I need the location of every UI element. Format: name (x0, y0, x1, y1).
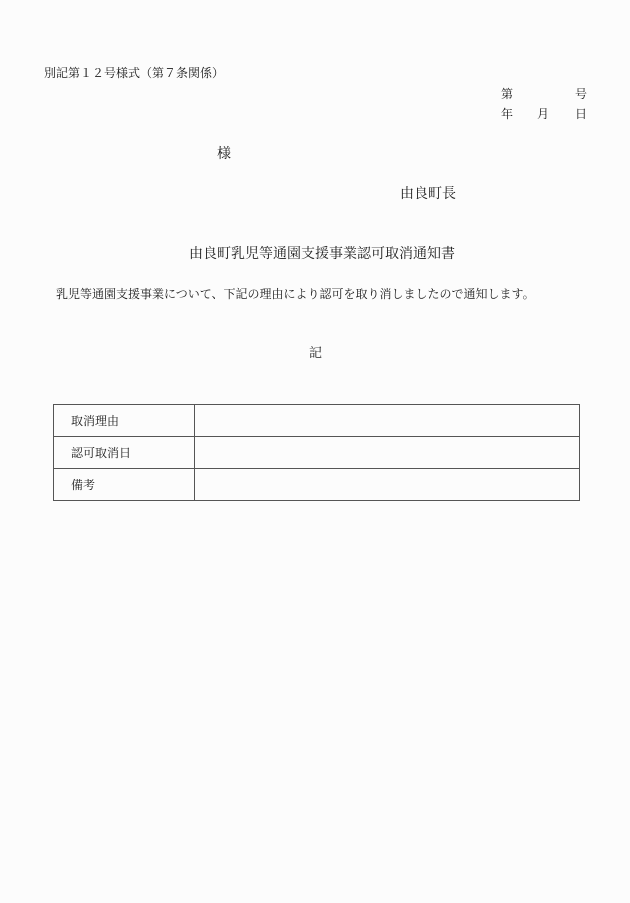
date-year-label: 年 (501, 107, 514, 121)
sender-name: 由良町長 (400, 186, 456, 202)
row-value-cancellation-reason[interactable] (195, 405, 580, 437)
table-row (54, 469, 580, 501)
document-number-prefix: 第 (501, 87, 514, 101)
row-value-cancellation-date[interactable] (195, 437, 580, 469)
date-month-label: 月 (537, 107, 550, 121)
row-value-remarks[interactable] (195, 469, 580, 501)
table-row (54, 405, 580, 437)
ki-heading: 記 (309, 346, 323, 361)
table-row (54, 437, 580, 469)
form-identifier: 別記第１２号様式（第７条関係） (44, 66, 225, 80)
row-label-remarks: 備考 (54, 469, 195, 501)
row-label-cancellation-reason: 取消理由 (54, 405, 195, 437)
document-title: 由良町乳児等通園支援事業認可取消通知書 (189, 246, 455, 262)
recipient-honorific: 様 (217, 146, 231, 162)
document-number-suffix: 号 (574, 87, 587, 101)
date-day-label: 日 (574, 107, 587, 121)
document-number-line (501, 88, 587, 102)
body-text: 乳児等通園支援事業について、下記の理由により認可を取り消しましたので通知します。 (56, 287, 535, 301)
details-table (53, 404, 580, 501)
date-line (501, 108, 587, 122)
row-label-cancellation-date: 認可取消日 (54, 437, 195, 469)
